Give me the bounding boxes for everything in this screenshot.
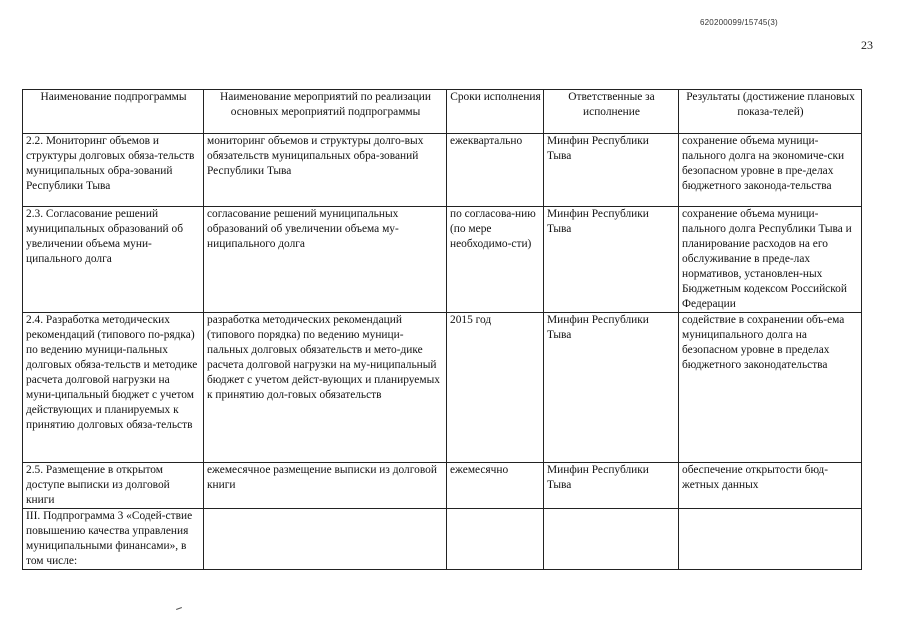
table-header-row <box>23 90 862 134</box>
cell-deadline <box>447 509 544 570</box>
cell-subprogram: 2.5. Размещение в открытом доступе выписки из долговой книги <box>23 463 204 509</box>
page-number: 23 <box>861 38 873 52</box>
cell-deadline: по согласова-нию (по мере необходимо-сти) <box>447 207 544 313</box>
cell-responsible: Минфин Республики Тыва <box>544 134 679 207</box>
header-subprogram: Наименование подпрограммы <box>23 90 204 134</box>
table-row <box>23 134 862 207</box>
cell-measures: согласование решений муниципальных образований об увеличении объема му-ниципального долга <box>204 207 447 313</box>
cell-results: обеспечение открытости бюд-жетных данных <box>679 463 862 509</box>
cell-results <box>679 509 862 570</box>
cell-responsible: Минфин Республики Тыва <box>544 313 679 463</box>
scan-mark <box>176 607 182 610</box>
table-row <box>23 463 862 509</box>
cell-responsible: Минфин Республики Тыва <box>544 207 679 313</box>
cell-deadline: 2015 год <box>447 313 544 463</box>
cell-subprogram: III. Подпрограмма 3 «Содей-ствие повышению качества управления муниципальными финансами», в том числе: <box>23 509 204 570</box>
cell-responsible: Минфин Республики Тыва <box>544 463 679 509</box>
cell-measures <box>204 509 447 570</box>
table-row <box>23 509 862 570</box>
header-responsible: Ответственные за исполнение <box>544 90 679 134</box>
cell-measures: ежемесячное размещение выписки из долговой книги <box>204 463 447 509</box>
cell-subprogram: 2.4. Разработка методических рекомендаций (типового по-рядка) по ведению муници-пальных долговых обяза-тельств и методике расчета долговой нагрузки на муни-ципальный бюджет с учетом действующих и планируемых к принятию долговых обяза-тельств <box>23 313 204 463</box>
cell-results: сохранение объема муници-пального долга на экономиче-ски безопасном уровне в пре-делах бюджетного законода-тельства <box>679 134 862 207</box>
cell-results: содействие в сохранении объ-ема муниципального долга на безопасном уровне в пределах бюджетного законодательства <box>679 313 862 463</box>
cell-responsible <box>544 509 679 570</box>
cell-results: сохранение объема муници-пального долга Республики Тыва и планирование расходов на его обслуживание в преде-лах нормативов, установлен-ных Бюджетным кодексом Российской Федерации <box>679 207 862 313</box>
header-deadlines: Сроки исполнения <box>447 90 544 134</box>
header-measures: Наименование мероприятий по реализации основных мероприятий подпрограммы <box>204 90 447 134</box>
cell-deadline: ежемесячно <box>447 463 544 509</box>
document-code: 620200099/15745(3) <box>700 18 778 27</box>
cell-deadline: ежеквартально <box>447 134 544 207</box>
cell-subprogram: 2.3. Согласование решений муниципальных образований об увеличении объема муни-ципального долга <box>23 207 204 313</box>
table-row <box>23 207 862 313</box>
cell-subprogram: 2.2. Мониторинг объемов и структуры долговых обяза-тельств муниципальных обра-зований Республики Тыва <box>23 134 204 207</box>
header-results: Результаты (достижение плановых показа-телей) <box>679 90 862 134</box>
cell-measures: разработка методических рекомендаций (типового порядка) по ведению муници-пальных долговых обязательств и мето-дике расчета долговой нагрузки на му-ниципальный бюджет с учетом дейст-вующих и планируемых к принятию дол-говых обязательств <box>204 313 447 463</box>
measures-table <box>22 89 862 570</box>
table-row <box>23 313 862 463</box>
cell-measures: мониторинг объемов и структуры долго-вых обязательств муниципальных обра-зований Республики Тыва <box>204 134 447 207</box>
